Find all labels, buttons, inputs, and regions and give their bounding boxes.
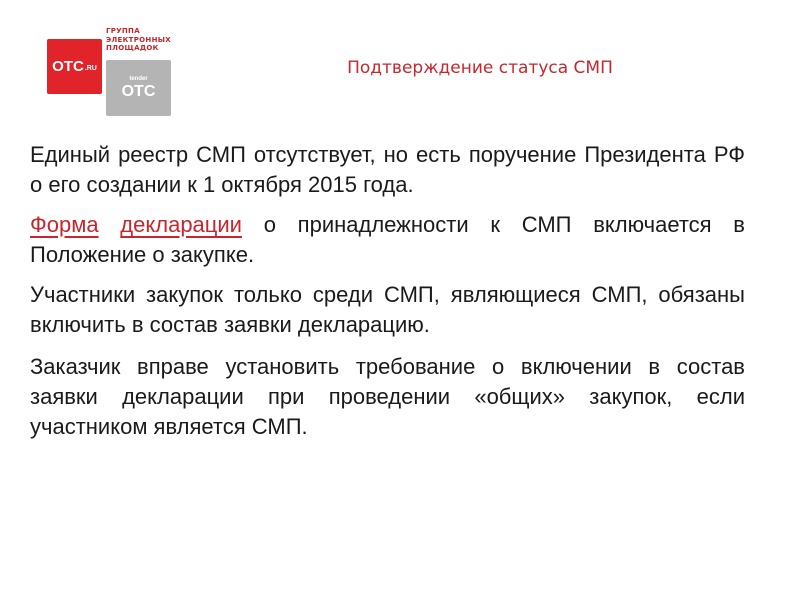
link-form[interactable]: Форма bbox=[30, 212, 99, 237]
paragraph-participants: Участники закупок только среди СМП, являющиеся СМП, обязаны включить в состав заявки декларацию. bbox=[30, 282, 745, 337]
otc-tender-logo bbox=[106, 60, 171, 116]
link-declaration[interactable]: декларации bbox=[120, 212, 242, 237]
paragraph-declaration-form bbox=[30, 210, 745, 270]
slide-content bbox=[30, 140, 745, 454]
group-label: ГРУППА ЭЛЕКТРОННЫХ ПЛОЩАДОК bbox=[106, 27, 171, 52]
otc-logo-suffix: .RU bbox=[84, 64, 97, 72]
paragraph-declaration-rest: о принадлежности к СМП включается в Положение о закупке. bbox=[30, 212, 745, 267]
paragraph-customer: Заказчик вправе установить требование о включении в состав заявки декларации при проведении «общих» закупок, если участником является СМП. bbox=[30, 354, 745, 439]
tender-tag: tender bbox=[129, 75, 148, 82]
logo-group bbox=[0, 0, 240, 130]
paragraph-registry: Единый реестр СМП отсутствует, но есть поручение Президента РФ о его создании к 1 октября 2015 года. bbox=[30, 142, 745, 197]
otc-logo-text: OTC bbox=[52, 58, 84, 75]
slide-title: Подтверждение статуса СМП bbox=[347, 58, 613, 78]
tender-logo-text: OTC bbox=[121, 82, 156, 100]
otc-ru-logo bbox=[47, 39, 102, 94]
